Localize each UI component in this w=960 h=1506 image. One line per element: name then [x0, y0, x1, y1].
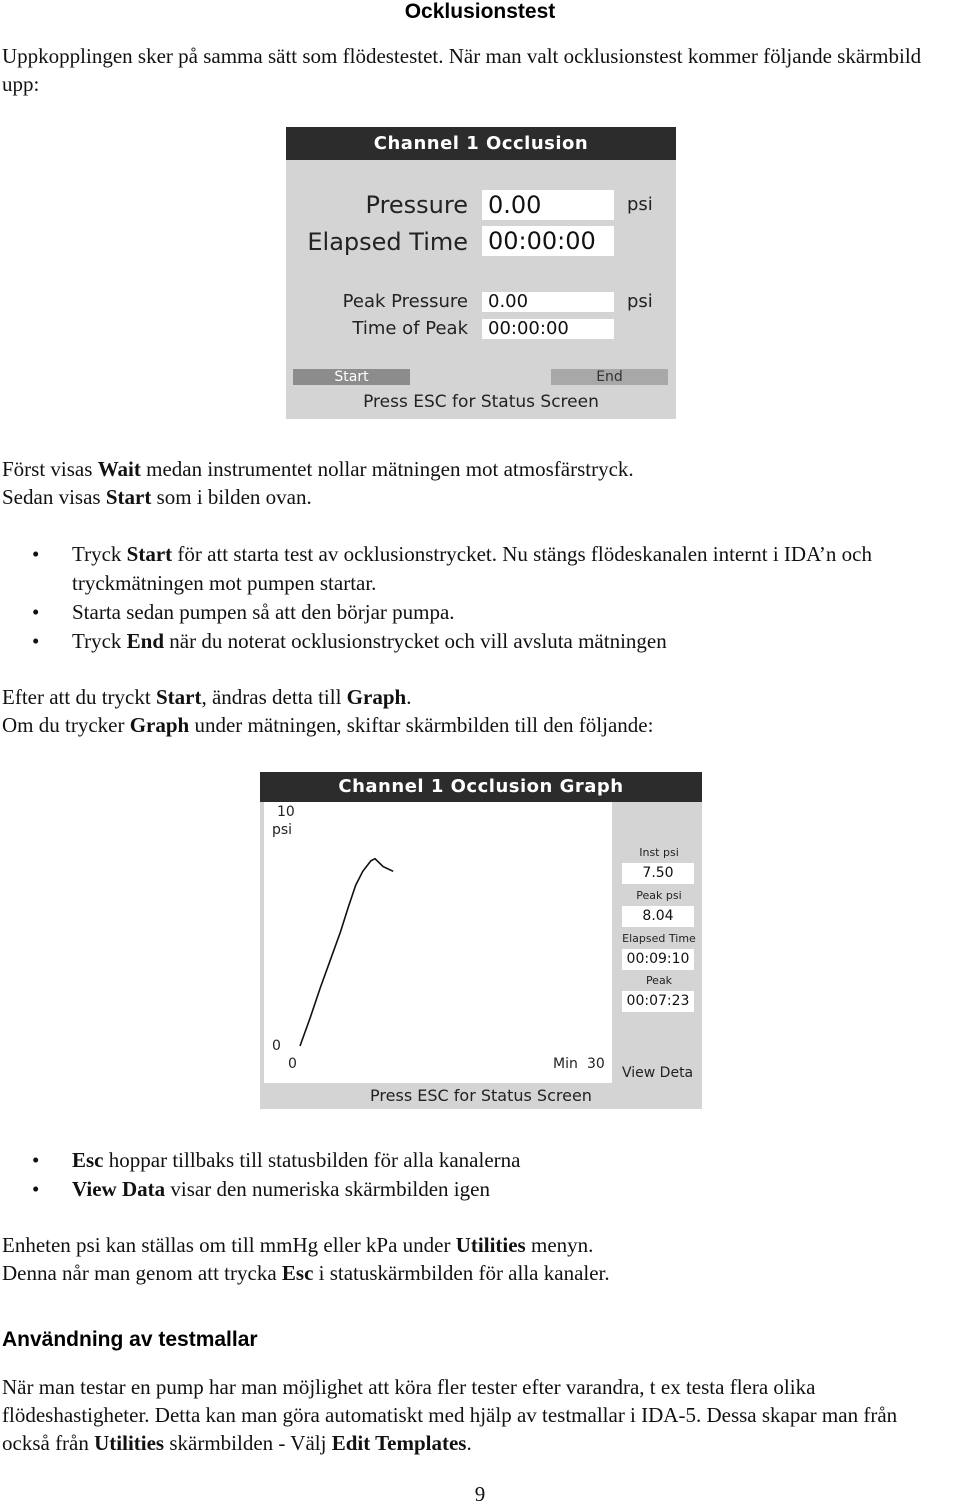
pressure-unit: psi: [627, 194, 653, 215]
plot-area: [264, 802, 612, 1083]
occlusion-chart: [264, 802, 612, 1083]
list-item: • Esc hoppar tillbaks till statusbilden för alla kanalerna: [0, 1146, 960, 1175]
wait-paragraph: Först visas Wait medan instrumentet nollar mätningen mot atmosfärstryck. Sedan visas Start som i bilden ovan.: [2, 457, 634, 509]
graph-screen-footer: Press ESC for Status Screen: [370, 1086, 592, 1105]
peak-pressure-value: 0.00: [482, 292, 614, 312]
list-item: • Tryck Start för att starta test av ocklusionstrycket. Nu stängs flödeskanalen internt i IDA’n och tryckmätningen mot pumpen startar.: [0, 540, 960, 598]
elapsed-time-label: Elapsed Time: [307, 228, 468, 256]
list-item: • View Data visar den numeriska skärmbilden igen: [0, 1175, 960, 1204]
peak-pressure-label: Peak Pressure: [342, 291, 468, 312]
list-item: • Tryck End när du noterat ocklusionstrycket och vill avsluta mätningen: [0, 627, 960, 656]
templates-paragraph: När man testar en pump har man möjlighet att köra fler tester efter varandra, t ex testa flera olika flödeshastigheter. Detta kan man göra automatiskt med hjälp av testmallar i IDA-5. Dessa skapar man från också från Utilities skärmbilden - Välj Edit Templates.: [2, 1375, 898, 1455]
screen-footer: Press ESC for Status Screen: [363, 392, 599, 412]
elapsed-time-label: Elapsed Time: [622, 932, 696, 945]
graph-screen-title: Channel 1 Occlusion Graph: [260, 772, 702, 802]
page-heading: Ocklusionstest: [404, 0, 556, 23]
list-item: • Starta sedan pumpen så att den börjar pumpa.: [0, 598, 960, 627]
y-axis-max-label: 10: [277, 804, 295, 820]
elapsed-time-value: 00:09:10: [622, 949, 694, 970]
graph-paragraph: Efter att du tryckt Start, ändras detta till Graph. Om du trycker Graph under mätningen, skiftar skärmbilden till den följande:: [2, 685, 654, 737]
inst-psi-label: Inst psi: [639, 846, 679, 859]
pressure-value: 0.00: [482, 190, 614, 220]
instruction-list: [0, 540, 960, 656]
pressure-label: Pressure: [365, 191, 468, 219]
view-data-button[interactable]: View Deta: [622, 1065, 694, 1081]
y-axis-unit-label: psi: [272, 822, 293, 838]
intro-paragraph: Uppkopplingen sker på samma sätt som flödestestet. När man valt ocklusionstest kommer följande skärmbild upp:: [2, 44, 922, 96]
peak-time-label: Peak: [645, 974, 673, 987]
occlusion-graph-screen: [260, 772, 702, 1109]
x-axis-min-label: 0: [288, 1056, 297, 1072]
start-button[interactable]: Start: [293, 369, 410, 385]
pressure-series-line: [300, 859, 393, 1046]
screen-title: Channel 1 Occlusion: [286, 127, 676, 160]
occlusion-screen: [286, 127, 676, 419]
units-paragraph: Enheten psi kan ställas om till mmHg eller kPa under Utilities menyn. Denna når man genom att trycka Esc i statuskärmbilden för alla kanaler.: [2, 1233, 610, 1285]
peak-time-value: 00:07:23: [622, 991, 694, 1012]
end-button[interactable]: End: [551, 369, 668, 385]
elapsed-time-value: 00:00:00: [482, 226, 614, 256]
y-axis-min-label: 0: [272, 1038, 281, 1054]
peak-psi-label: Peak psi: [636, 889, 682, 902]
inst-psi-value: 7.50: [622, 863, 694, 884]
peak-pressure-unit: psi: [627, 291, 653, 312]
x-axis-unit-label: Min: [553, 1056, 578, 1072]
peak-psi-value: 8.04: [622, 906, 694, 927]
page-number: 9: [474, 1482, 486, 1506]
time-of-peak-value: 00:00:00: [482, 319, 614, 339]
time-of-peak-label: Time of Peak: [352, 318, 468, 339]
key-list: [0, 1146, 960, 1204]
section-heading: Användning av testmallar: [2, 1328, 258, 1351]
x-axis-max-label: 30: [587, 1056, 605, 1072]
